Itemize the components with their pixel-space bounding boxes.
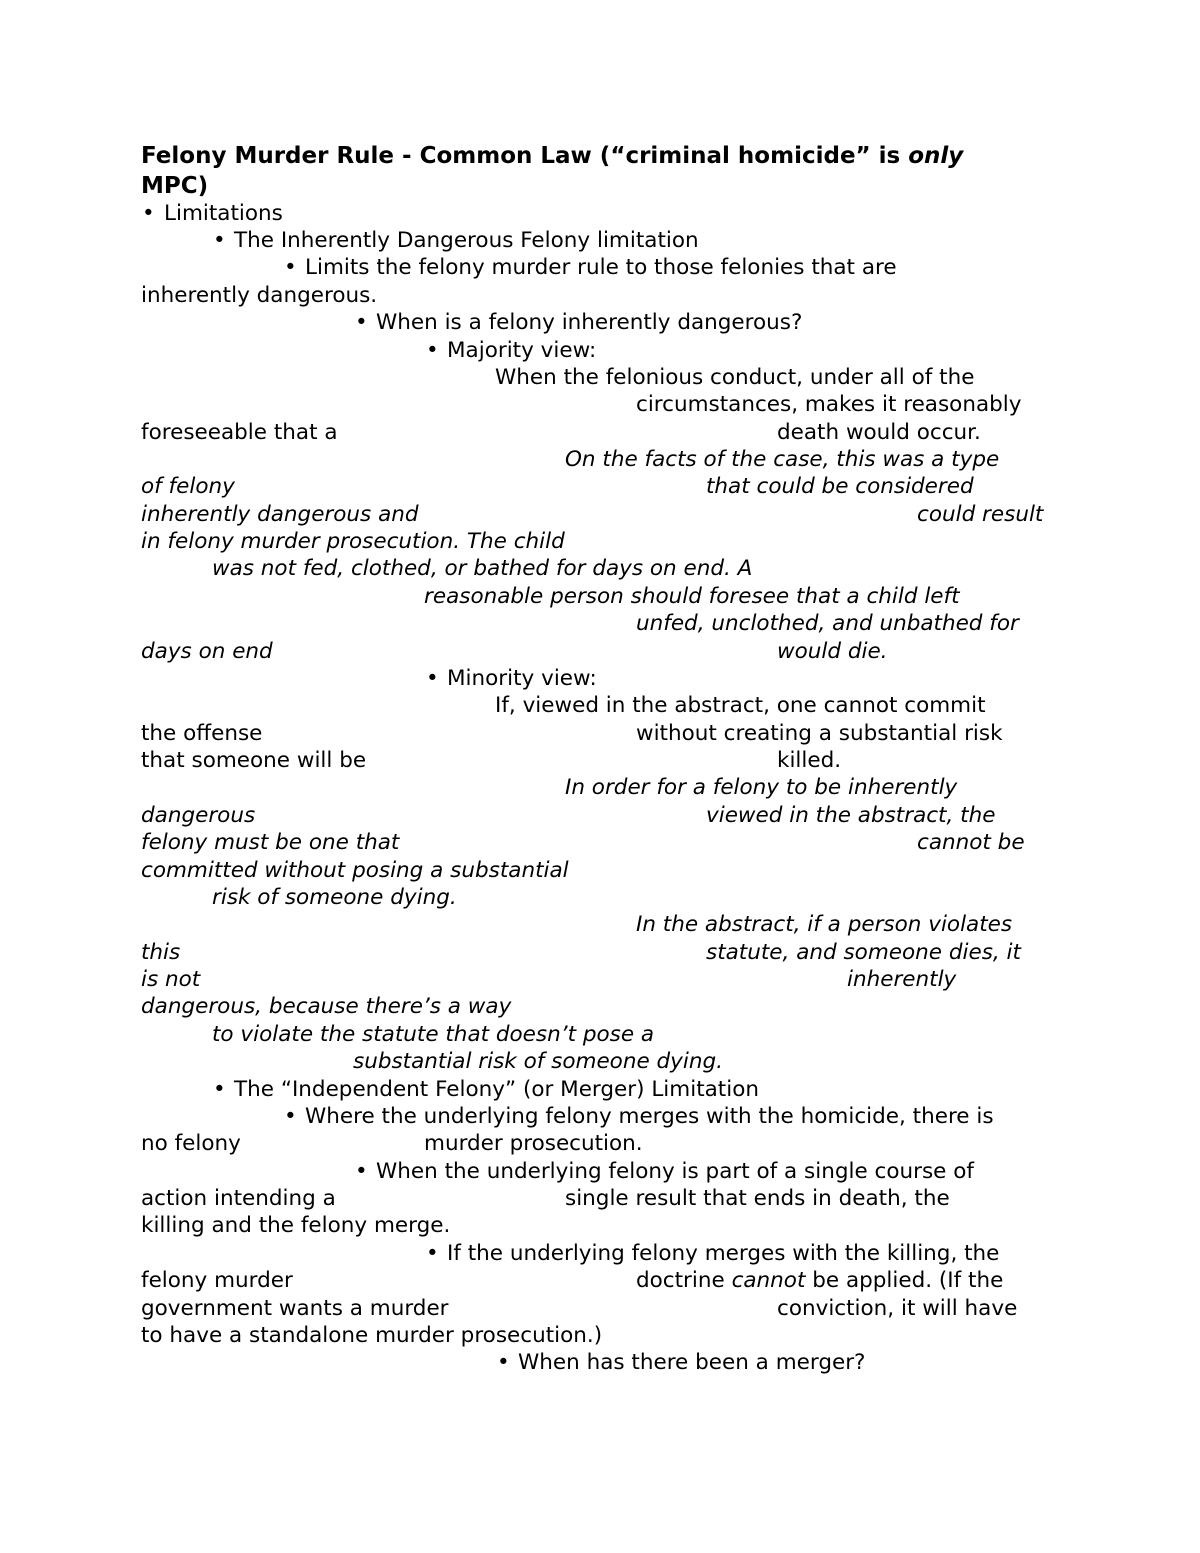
example-text: of felony bbox=[141, 474, 235, 499]
minority-example-line bbox=[0, 857, 1200, 885]
point-text: When has there been a merger? bbox=[518, 1350, 866, 1375]
point-text: murder prosecution. bbox=[424, 1131, 643, 1156]
example-text: this bbox=[141, 940, 181, 965]
independent-felony-point-1 bbox=[0, 1103, 1200, 1131]
point-text: killing and the felony merge. bbox=[141, 1213, 451, 1238]
bullet-icon: • bbox=[142, 201, 155, 226]
point-text: felony murder bbox=[141, 1268, 293, 1293]
independent-felony-point-2-cont bbox=[0, 1212, 1200, 1240]
minority-rule-line bbox=[0, 747, 1200, 775]
example-text: is not bbox=[141, 967, 201, 992]
example-text: inherently bbox=[847, 967, 957, 992]
inherently-dangerous-point-1-cont bbox=[0, 282, 1200, 310]
example-text: in felony murder prosecution. The child bbox=[141, 529, 565, 554]
rule-text: that someone will be bbox=[141, 748, 367, 773]
example-text: unfed, unclothed, and unbathed for bbox=[636, 611, 1019, 636]
independent-felony-point-3 bbox=[0, 1240, 1200, 1268]
example-text: to violate the statute that doesn’t pose a bbox=[212, 1022, 655, 1047]
rule-text: the offense bbox=[141, 721, 263, 746]
majority-example-line bbox=[0, 528, 1200, 556]
point-text: inherently dangerous. bbox=[141, 283, 378, 308]
inherently-dangerous-heading bbox=[0, 227, 1200, 255]
majority-example-line bbox=[0, 473, 1200, 501]
bullet-icon: • bbox=[355, 1159, 368, 1184]
title-bold-text: Felony Murder Rule - Common Law (“criminal homicide” is bbox=[141, 143, 909, 169]
independent-felony-point-3-cont bbox=[0, 1322, 1200, 1350]
inherently-dangerous-point-1 bbox=[0, 254, 1200, 282]
bullet-icon: • bbox=[497, 1350, 510, 1375]
minority-example-line bbox=[0, 966, 1200, 994]
example-text: reasonable person should foresee that a child left bbox=[424, 584, 960, 609]
bullet-icon: • bbox=[284, 1104, 297, 1129]
point-text: Where the underlying felony merges with the homicide, there is bbox=[305, 1104, 994, 1129]
majority-example-line bbox=[0, 638, 1200, 666]
example-text: was not fed, clothed, or bathed for days on end. A bbox=[212, 556, 753, 581]
example-text: days on end bbox=[141, 639, 273, 664]
example-text: risk of someone dying. bbox=[212, 885, 457, 910]
point-text: government wants a murder bbox=[141, 1296, 449, 1321]
independent-felony-point-3-cont bbox=[0, 1295, 1200, 1323]
majority-example-line bbox=[0, 583, 1200, 611]
bullet-icon: • bbox=[426, 666, 439, 691]
title-italic-text: only bbox=[908, 143, 964, 169]
question-text: When is a felony inherently dangerous? bbox=[376, 310, 803, 335]
majority-example-line bbox=[0, 446, 1200, 474]
example-text: that could be considered bbox=[706, 474, 974, 499]
point-text: If the underlying felony merges with the killing, the bbox=[447, 1241, 1000, 1266]
example-text: would die. bbox=[777, 639, 888, 664]
point-text: no felony bbox=[141, 1131, 241, 1156]
majority-rule-line bbox=[0, 391, 1200, 419]
minority-example-line bbox=[0, 1021, 1200, 1049]
minority-example-line bbox=[0, 829, 1200, 857]
document-title-line-1 bbox=[0, 142, 1200, 170]
example-text: inherently dangerous and bbox=[141, 502, 419, 527]
point-italic-text: cannot bbox=[731, 1268, 806, 1293]
example-text: cannot be bbox=[917, 830, 1025, 855]
example-text: felony must be one that bbox=[141, 830, 400, 855]
inherently-dangerous-question bbox=[0, 309, 1200, 337]
rule-text: death would occur. bbox=[777, 420, 981, 445]
minority-example-line bbox=[0, 802, 1200, 830]
minority-example-line bbox=[0, 911, 1200, 939]
example-text: committed without posing a substantial bbox=[141, 858, 569, 883]
minority-rule-line bbox=[0, 692, 1200, 720]
minority-example-line bbox=[0, 884, 1200, 912]
point-text: When the underlying felony is part of a single course of bbox=[376, 1159, 974, 1184]
independent-felony-heading-text: The “Independent Felony” (or Merger) Limitation bbox=[234, 1077, 759, 1102]
limitations-heading bbox=[0, 200, 1200, 228]
minority-heading-text: Minority view: bbox=[447, 666, 597, 691]
independent-felony-point-3-cont bbox=[0, 1267, 1200, 1295]
bullet-icon: • bbox=[355, 310, 368, 335]
majority-rule-line bbox=[0, 419, 1200, 447]
minority-view-heading bbox=[0, 665, 1200, 693]
rule-text: foreseeable that a bbox=[141, 420, 338, 445]
rule-text: circumstances, makes it reasonably bbox=[636, 392, 1022, 417]
point-text: be applied. (If the bbox=[805, 1268, 1004, 1293]
point-text: to have a standalone murder prosecution.) bbox=[141, 1323, 603, 1348]
example-text: On the facts of the case, this was a type bbox=[565, 447, 1000, 472]
majority-view-heading bbox=[0, 337, 1200, 365]
independent-felony-point-1-cont bbox=[0, 1130, 1200, 1158]
majority-heading-text: Majority view: bbox=[447, 338, 597, 363]
minority-example-line bbox=[0, 993, 1200, 1021]
minority-example-line bbox=[0, 1048, 1200, 1076]
example-text: In the abstract, if a person violates bbox=[636, 912, 1013, 937]
rule-text: When the felonious conduct, under all of the bbox=[495, 365, 975, 390]
example-text: dangerous bbox=[141, 803, 256, 828]
minority-rule-line bbox=[0, 720, 1200, 748]
majority-example-line bbox=[0, 501, 1200, 529]
rule-text: If, viewed in the abstract, one cannot commit bbox=[495, 693, 986, 718]
majority-example-line bbox=[0, 555, 1200, 583]
majority-rule-line bbox=[0, 364, 1200, 392]
bullet-icon: • bbox=[213, 1077, 226, 1102]
limitations-heading-text: Limitations bbox=[164, 201, 283, 226]
point-text: conviction, it will have bbox=[777, 1296, 1018, 1321]
example-text: viewed in the abstract, the bbox=[706, 803, 996, 828]
title-line-2-text: MPC) bbox=[141, 173, 209, 199]
minority-example-line bbox=[0, 774, 1200, 802]
example-text: could result bbox=[917, 502, 1044, 527]
point-text: Limits the felony murder rule to those felonies that are bbox=[305, 255, 897, 280]
rule-text: without creating a substantial risk bbox=[636, 721, 1003, 746]
independent-felony-heading bbox=[0, 1076, 1200, 1104]
majority-example-line bbox=[0, 610, 1200, 638]
example-text: In order for a felony to be inherently bbox=[565, 775, 958, 800]
point-text: action intending a bbox=[141, 1186, 336, 1211]
rule-text: killed. bbox=[777, 748, 842, 773]
example-text: substantial risk of someone dying. bbox=[353, 1049, 723, 1074]
minority-example-line bbox=[0, 939, 1200, 967]
inherently-dangerous-heading-text: The Inherently Dangerous Felony limitation bbox=[234, 228, 699, 253]
example-text: dangerous, because there’s a way bbox=[141, 994, 512, 1019]
bullet-icon: • bbox=[284, 255, 297, 280]
bullet-icon: • bbox=[426, 1241, 439, 1266]
point-text: single result that ends in death, the bbox=[565, 1186, 950, 1211]
document-title-line-2 bbox=[0, 172, 1200, 200]
independent-felony-point-4 bbox=[0, 1349, 1200, 1377]
independent-felony-point-2-cont bbox=[0, 1185, 1200, 1213]
point-text: doctrine bbox=[636, 1268, 732, 1293]
example-text: statute, and someone dies, it bbox=[706, 940, 1021, 965]
bullet-icon: • bbox=[426, 338, 439, 363]
bullet-icon: • bbox=[213, 228, 226, 253]
independent-felony-point-2 bbox=[0, 1158, 1200, 1186]
